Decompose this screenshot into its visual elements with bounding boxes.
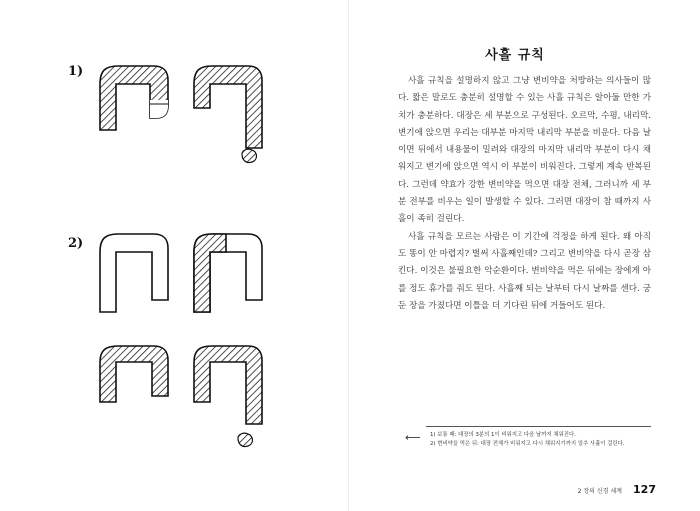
footnote-rule [426, 426, 651, 427]
colon-illustration-3b [186, 340, 270, 452]
footnotes [430, 431, 655, 448]
paragraph-2: 사흘 규칙을 모르는 사람은 이 기간에 걱정을 하게 된다. 왜 아직도 똥이 안 마렵지? 벌써 사흘째인데? 그리고 변비약을 다시 곧장 삼킨다. 이것은 불필요한 악순환이다. 변비약을 먹은 뒤에는 장에게 아를 정도 휴가를 줘도 된다. 사흘째 되는 날부터 다시 날짜를 센다. 궁둔 장을 가졌다면 이틀을 더 기다린 뒤에 거들어도 된다. [398, 231, 651, 311]
arrow-left-icon: ⟵ [405, 431, 421, 444]
footnote-2: 2) 변비약을 먹은 뒤: 대장 전체가 비워지고 다시 채워지기까지 얼추 사흘이 걸린다. [430, 440, 625, 447]
section-title: 사흘 규칙 [485, 48, 545, 63]
colon-illustration-2a [92, 228, 176, 318]
page-gutter [348, 0, 349, 511]
folio [578, 478, 656, 497]
figure-label-1: 1) [68, 64, 84, 79]
colon-illustration-1b [186, 60, 270, 170]
page-number: 127 [633, 483, 656, 496]
paragraph-1: 사흘 규칙을 설명하지 않고 그냥 변비약을 처방하는 의사들이 많다. 짧은 말로도 충분히 설명할 수 있는 사흘 규칙은 알아둘 만한 가치가 충분하다. 대장은 세 부분으로 구성된다. 오르막, 수평, 내리막. 변기에 앉으면 우리는 대부분 마지막 내리막 부분을 비운다. 다음 날이면 뒤에서 내용물이 밀려와 대장의 마지막 내리막 부분이 다시 채워지고 변기에 앉으면 역시 이 부분이 비워진다. 그렇게 계속 반복된다. 그런데 약효가 강한 변비약을 먹으면 대장 전체, 그러니까 세 부분 전부를 비우는 일이 발생할 수 있다. 그러면 대장이 참 때까지 사흘이 족히 걸린다. [398, 76, 651, 225]
body-text [398, 73, 651, 315]
colon-illustration-2b [186, 228, 270, 318]
footnote-1: 1) 보통 때: 대장의 3분의 1이 비워지고 다음 날까지 채워진다. [430, 432, 576, 438]
running-head: 2 장의 신경 세계 [577, 488, 622, 495]
colon-illustration-1a [92, 60, 176, 138]
figure-label-2: 2) [68, 236, 84, 251]
colon-illustration-3a [92, 340, 176, 410]
